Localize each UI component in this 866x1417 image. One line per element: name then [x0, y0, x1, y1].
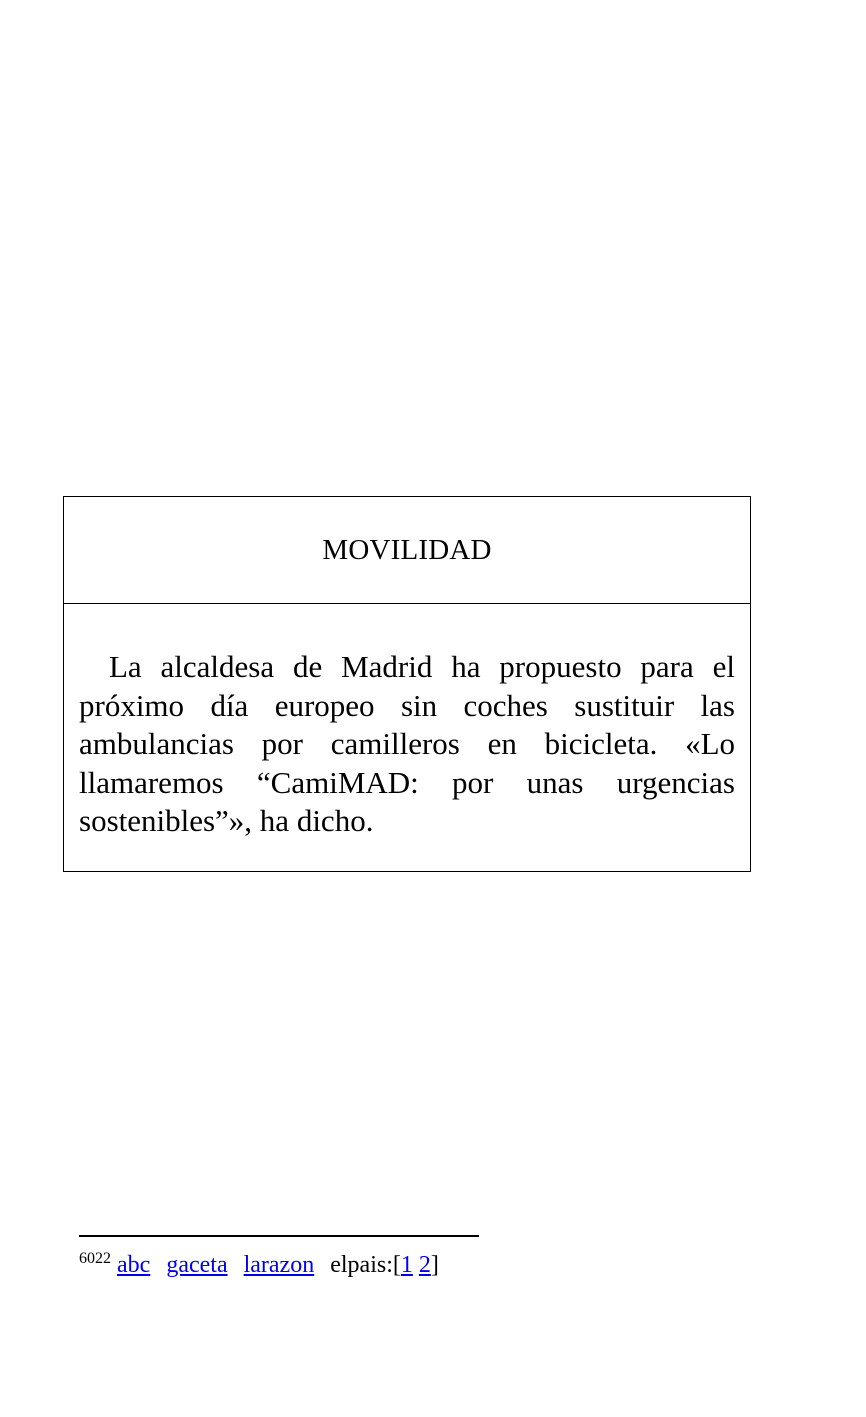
article-header [64, 497, 750, 604]
footnote [79, 1252, 439, 1279]
footnote-link-abc[interactable]: abc [117, 1252, 151, 1278]
footnote-link-gaceta[interactable]: gaceta [166, 1252, 228, 1278]
article-body [64, 604, 750, 841]
article-text: La alcaldesa de Madrid ha propuesto para el próximo día europeo sin coches sustituir las ambulancias por camilleros en bicicleta. «Lo llamaremos “CamiMAD: por unas urgencias sostenibles”», ha dicho. [79, 649, 735, 838]
footnote-elpais-label: elpais:[ [330, 1252, 401, 1278]
footnote-link-elpais-2[interactable]: 2 [418, 1252, 431, 1278]
footnote-link-elpais-1[interactable]: 1 [400, 1252, 413, 1278]
article-title: MOVILIDAD [322, 534, 492, 566]
footnote-number: 6022 [79, 1250, 111, 1267]
article-box [63, 496, 751, 872]
footnote-elpais-close: ] [430, 1252, 439, 1278]
footnote-rule [79, 1235, 479, 1237]
footnote-link-larazon[interactable]: larazon [243, 1252, 315, 1278]
